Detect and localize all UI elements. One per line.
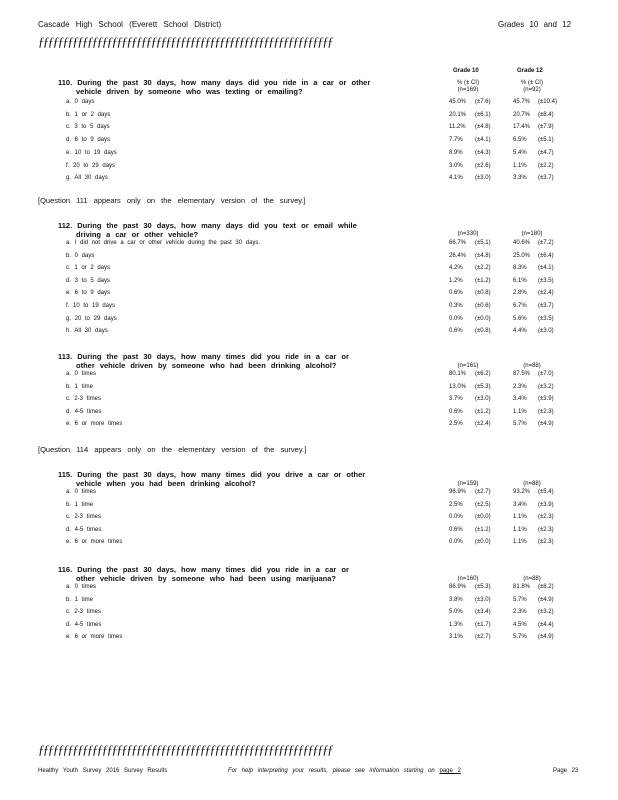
grade-10-ci: (±5.3) xyxy=(475,383,491,390)
grade-10-ci-header: % (± CI) xyxy=(457,80,479,86)
answer-option-label: e. 6 or more times xyxy=(66,634,123,641)
grade-10-ci: (±0.0) xyxy=(475,539,491,545)
header-rule: ƒƒƒƒƒƒƒƒƒƒƒƒƒƒƒƒƒƒƒƒƒƒƒƒƒƒƒƒƒƒƒƒƒƒƒƒƒƒƒƒƒƒƒƒƒƒƒƒƒƒƒƒƒƒƒƒƒƒƒƒ xyxy=(38,34,333,49)
grade-10-percent: 45.0% xyxy=(449,99,467,105)
grade-12-percent: 25.0% xyxy=(513,252,531,259)
answer-option-label: c. 2-3 times xyxy=(66,609,102,616)
answer-option-label: h. All 30 days xyxy=(66,328,108,335)
grade-10-ci: (±4.1) xyxy=(475,137,491,144)
grade-12-percent: 1.1% xyxy=(513,162,527,169)
grade-10-ci: (±6.2) xyxy=(475,371,491,377)
grade-10-ci: (±3.4) xyxy=(475,609,491,616)
answer-option-label: e. 6 to 9 days xyxy=(66,290,111,297)
grade-12-ci: (±5.1) xyxy=(538,137,554,144)
grade-10-percent: 3.7% xyxy=(449,396,463,403)
grade-10-percent: 0.6% xyxy=(449,290,463,297)
question-115-title: 115. During the past 30 days, how many times did you drive a car or other vehicle when you had been drinking alcohol? xyxy=(58,470,366,488)
grade-12-percent: 1.1% xyxy=(513,408,527,415)
grade-10-percent: 96.9% xyxy=(449,489,467,495)
grade-12-percent: 81.8% xyxy=(513,584,531,590)
grade-12-percent: 45.7% xyxy=(513,99,531,105)
answer-option-label: a. 0 times xyxy=(66,489,97,495)
grade-12-ci: (±5.4) xyxy=(538,489,554,495)
grade-10-ci: (±6.1) xyxy=(475,111,491,118)
grade-10-percent: 1.2% xyxy=(449,277,463,284)
answer-option-label: d. 3 to 5 days xyxy=(66,277,111,284)
grade-10-percent: 80.1% xyxy=(449,371,467,377)
grade-10-ci: (±0.8) xyxy=(475,290,491,297)
grade-10-ci: (±2.7) xyxy=(475,489,491,495)
grade-12-ci: (±2.3) xyxy=(538,526,554,533)
grade-12-percent: 1.1% xyxy=(513,526,527,533)
grade-10-ci: (±4.8) xyxy=(475,252,491,259)
grade-10-ci: (±3.0) xyxy=(475,596,491,603)
answer-option-label: b. 0 days xyxy=(66,252,95,259)
grade-12-percent: 87.5% xyxy=(513,371,531,377)
question-113-title: 113. During the past 30 days, how many times did you ride in a car or other vehicle driven by someone who had been drinking alcohol? xyxy=(58,352,349,370)
grade-10-percent: 4.2% xyxy=(449,265,463,272)
grade-12-percent: 3.4% xyxy=(513,396,527,403)
grade-12-ci: (±4.9) xyxy=(538,421,554,428)
answer-option-label: a. 0 times xyxy=(66,371,97,377)
grade-12-ci: (±4.7) xyxy=(538,149,554,156)
q115-n12: (n=88) xyxy=(523,481,541,487)
grade-12-header: Grade 12 xyxy=(517,68,543,74)
grade-12-n: (n=92) xyxy=(523,87,541,93)
answer-option-label: b. 1 time xyxy=(66,501,94,508)
answer-option-label: c. 2-3 times xyxy=(66,396,102,403)
grade-12-percent: 6.5% xyxy=(513,137,527,144)
grades-label: Grades 10 and 12 xyxy=(498,20,572,29)
q113-n10: (n=161) xyxy=(457,363,479,369)
grade-12-percent: 6.1% xyxy=(513,277,527,284)
answer-option-label: c. 3 to 5 days xyxy=(66,124,110,131)
grade-12-percent: 5.6% xyxy=(513,315,527,322)
grade-12-percent: 5.7% xyxy=(513,634,527,641)
grade-10-percent: 4.1% xyxy=(449,175,463,182)
answer-option-label: a. 0 days xyxy=(66,99,95,105)
footer-help-text xyxy=(228,768,461,774)
grade-10-percent: 2.5% xyxy=(449,501,463,508)
grade-12-percent: 5.4% xyxy=(513,149,527,156)
footer-help: For help interpreting your results, please see information starting on xyxy=(228,768,435,774)
grade-10-percent: 7.7% xyxy=(449,137,463,144)
answer-option-label: e. 10 to 19 days xyxy=(66,149,117,156)
answer-option-label: b. 1 time xyxy=(66,596,94,603)
grade-12-ci: (±7.2) xyxy=(538,240,554,246)
grade-12-percent: 93.2% xyxy=(513,489,531,495)
question-116-title: 116. During the past 30 days, how many times did you ride in a car or other vehicle driven by someone who had been using marijuana? xyxy=(58,565,349,583)
grade-10-ci: (±2.4) xyxy=(475,421,491,428)
grade-10-percent: 0.6% xyxy=(449,526,463,533)
grade-10-ci: (±4.8) xyxy=(475,124,491,131)
grade-10-ci: (±1.7) xyxy=(475,621,491,628)
q112-n12: (n=180) xyxy=(521,231,543,237)
grade-10-percent: 0.6% xyxy=(449,408,463,415)
answer-option-label: b. 1 time xyxy=(66,383,94,390)
grade-12-ci: (±8.4) xyxy=(538,111,554,118)
grade-10-percent: 0.0% xyxy=(449,514,463,520)
grade-12-ci: (±4.1) xyxy=(538,265,554,272)
grade-10-ci: (±1.2) xyxy=(475,526,491,533)
answer-option-label: g. All 30 days xyxy=(66,175,108,182)
grade-10-percent: 26.4% xyxy=(449,252,467,259)
grade-12-ci: (±3.2) xyxy=(538,609,554,616)
q115-n10: (n=159) xyxy=(457,481,479,487)
grade-10-percent: 0.6% xyxy=(449,328,463,335)
grade-10-percent: 20.1% xyxy=(449,111,467,118)
answer-option-label: f. 20 to 29 days xyxy=(66,162,116,169)
footer-survey-title: Healthy Youth Survey 2016 Survey Results xyxy=(38,768,168,774)
grade-12-ci: (±2.3) xyxy=(538,408,554,415)
grade-10-ci: (±4.3) xyxy=(475,149,491,156)
answer-option-label: d. 4-5 times xyxy=(66,408,102,415)
grade-12-percent: 40.6% xyxy=(513,240,531,246)
answer-option-label: d. 4-5 times xyxy=(66,621,102,628)
question-110-title: 110. During the past 30 days, how many days did you ride in a car or other vehicle driven by someone who was texting or emailing? xyxy=(58,78,371,96)
footer-page-link[interactable]: page 2 xyxy=(439,768,461,774)
grade-12-percent: 2.8% xyxy=(513,290,527,297)
answer-option-label: c. 1 or 2 days xyxy=(66,265,111,272)
grade-12-ci: (±7.9) xyxy=(538,124,554,131)
grade-12-ci: (±3.7) xyxy=(538,303,554,309)
grade-10-ci: (±0.0) xyxy=(475,315,491,322)
grade-12-ci: (±2.3) xyxy=(538,514,554,520)
grade-12-ci: (±4.9) xyxy=(538,596,554,603)
grade-10-n: (n=169) xyxy=(457,87,479,93)
answer-option-label: d. 4-5 times xyxy=(66,526,102,533)
note-question-111: [Question 111 appears only on the elementary version of the survey.] xyxy=(38,196,306,205)
grade-10-ci: (±5.1) xyxy=(475,240,491,246)
grade-10-percent: 0.0% xyxy=(449,315,463,322)
grade-12-percent: 20.7% xyxy=(513,111,531,118)
grade-12-ci: (±8.2) xyxy=(538,584,554,590)
answer-option-label: a. I did not drive a car or other vehicle during the past 30 days. xyxy=(66,240,261,246)
answer-option-label: e. 6 or more times xyxy=(66,539,123,545)
answer-option-label: a. 0 times xyxy=(66,584,97,590)
grade-12-ci: (±2.2) xyxy=(538,162,554,169)
school-name: Cascade High School (Everett School District) xyxy=(38,20,222,29)
grade-12-ci: (±3.9) xyxy=(538,396,554,403)
grade-12-percent: 1.1% xyxy=(513,514,527,520)
grade-12-percent: 4.5% xyxy=(513,621,527,628)
grade-10-ci: (±2.6) xyxy=(475,162,491,169)
answer-option-label: d. 6 to 9 days xyxy=(66,137,111,144)
grade-12-percent: 2.3% xyxy=(513,383,527,390)
grade-10-percent: 2.5% xyxy=(449,421,463,428)
q116-n10: (n=160) xyxy=(457,576,479,582)
grade-10-percent: 1.3% xyxy=(449,621,463,628)
grade-10-percent: 0.0% xyxy=(449,539,463,545)
grade-12-ci: (±3.2) xyxy=(538,383,554,390)
answer-option-label: e. 6 or more times xyxy=(66,421,123,428)
grade-10-percent: 13.0% xyxy=(449,383,467,390)
grade-10-ci: (±1.2) xyxy=(475,277,491,284)
grade-10-percent: 66.7% xyxy=(449,240,467,246)
q112-n10: (n=330) xyxy=(457,231,479,237)
grade-10-ci: (±1.2) xyxy=(475,408,491,415)
note-question-114: [Question 114 appears only on the elementary version of the survey.] xyxy=(38,445,307,454)
grade-10-ci: (±0.8) xyxy=(475,328,491,335)
footer-page-number: Page 23 xyxy=(553,768,579,774)
grade-12-percent: 5.7% xyxy=(513,596,527,603)
grade-12-ci: (±2.3) xyxy=(538,539,554,545)
answer-option-label: g. 20 to 29 days xyxy=(66,315,117,322)
grade-10-ci: (±2.5) xyxy=(475,501,491,508)
question-112-title: 112. During the past 30 days, how many days did you text or email while driving a car or other vehicle? xyxy=(58,221,357,239)
grade-12-ci-header: % (± CI) xyxy=(521,80,543,86)
grade-10-header: Grade 10 xyxy=(453,68,479,74)
grade-12-percent: 1.1% xyxy=(513,539,527,545)
answer-option-label: c. 2-3 times xyxy=(66,514,102,520)
grade-12-ci: (±3.7) xyxy=(538,175,554,182)
grade-12-percent: 3.4% xyxy=(513,501,527,508)
grade-10-ci: (±0.6) xyxy=(475,303,491,309)
grade-12-percent: 3.3% xyxy=(513,175,527,182)
grade-10-percent: 8.9% xyxy=(449,149,463,156)
grade-10-percent: 0.3% xyxy=(449,303,463,309)
grade-12-percent: 17.4% xyxy=(513,124,531,131)
grade-12-ci: (±10.4) xyxy=(538,99,557,105)
grade-12-percent: 6.7% xyxy=(513,303,527,309)
grade-12-ci: (±3.9) xyxy=(538,501,554,508)
grade-12-percent: 8.3% xyxy=(513,265,527,272)
grade-10-ci: (±2.7) xyxy=(475,634,491,641)
grade-12-ci: (±4.9) xyxy=(538,634,554,641)
grade-10-percent: 3.1% xyxy=(449,634,463,641)
grade-12-percent: 4.4% xyxy=(513,328,527,335)
q113-n12: (n=88) xyxy=(523,363,541,369)
answer-option-label: f. 10 to 19 days xyxy=(66,303,116,309)
grade-10-percent: 86.9% xyxy=(449,584,467,590)
grade-10-percent: 3.0% xyxy=(449,162,463,169)
grade-10-ci: (±3.0) xyxy=(475,396,491,403)
grade-10-percent: 11.2% xyxy=(449,124,466,131)
grade-12-ci: (±7.0) xyxy=(538,371,554,377)
grade-12-ci: (±4.4) xyxy=(538,621,554,628)
grade-12-ci: (±3.5) xyxy=(538,277,554,284)
grade-12-ci: (±3.5) xyxy=(538,315,554,322)
grade-12-ci: (±3.0) xyxy=(538,328,554,335)
grade-10-percent: 3.8% xyxy=(449,596,463,603)
q116-n12: (n=88) xyxy=(523,576,541,582)
grade-12-percent: 5.7% xyxy=(513,421,527,428)
grade-12-ci: (±6.4) xyxy=(538,252,554,259)
grade-10-ci: (±7.6) xyxy=(475,99,491,105)
grade-10-percent: 5.0% xyxy=(449,609,463,616)
answer-option-label: b. 1 or 2 days xyxy=(66,111,111,118)
footer-rule: ƒƒƒƒƒƒƒƒƒƒƒƒƒƒƒƒƒƒƒƒƒƒƒƒƒƒƒƒƒƒƒƒƒƒƒƒƒƒƒƒƒƒƒƒƒƒƒƒƒƒƒƒƒƒƒƒƒƒƒƒ xyxy=(38,742,333,757)
grade-12-ci: (±2.4) xyxy=(538,290,554,297)
grade-10-ci: (±3.0) xyxy=(475,175,491,182)
grade-10-ci: (±5.3) xyxy=(475,584,491,590)
grade-10-ci: (±0.0) xyxy=(475,514,491,520)
grade-10-ci: (±2.2) xyxy=(475,265,491,272)
grade-12-percent: 2.3% xyxy=(513,609,527,616)
